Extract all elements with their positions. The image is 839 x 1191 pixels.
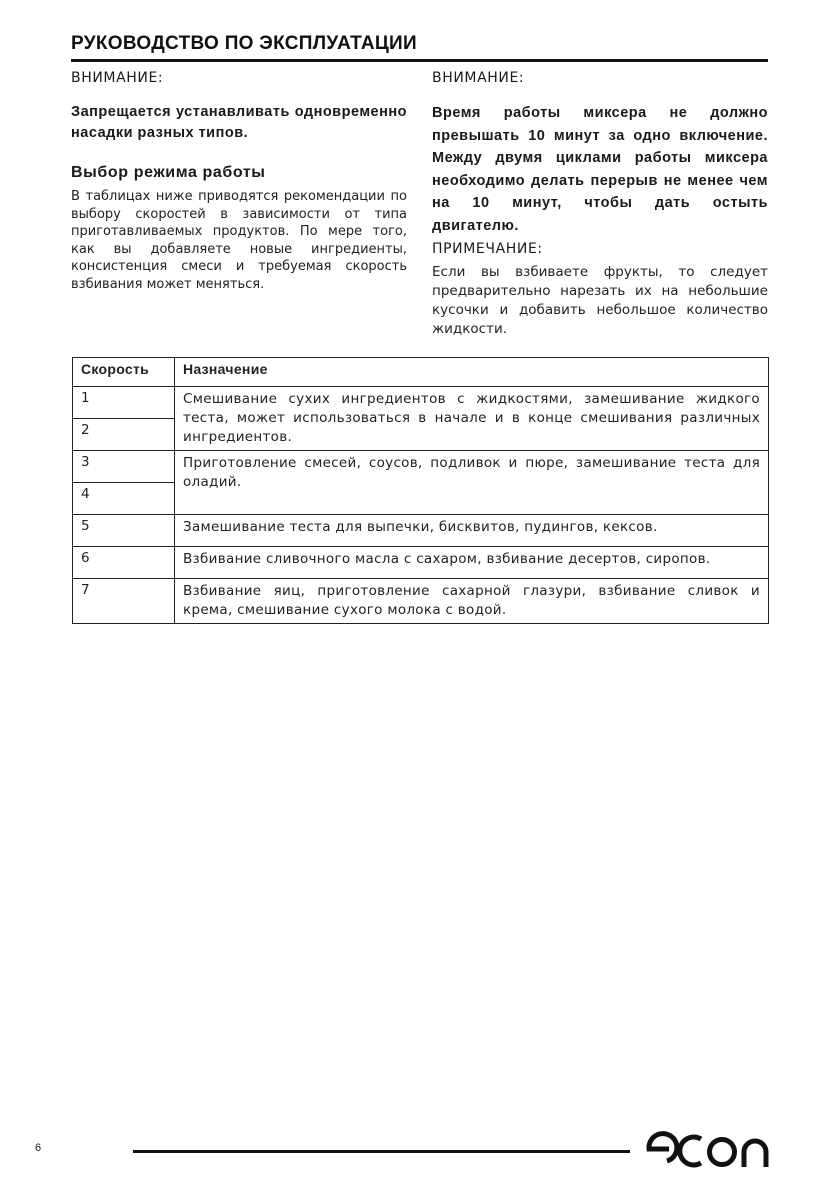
speed-cell: 6 (73, 547, 175, 579)
attention-text-right: Время работы миксера не должно превышать 10 минут за одно включение. Между двумя циклами работы миксера необходимо делать перерыв не менее чем на 10 минут, чтобы дать остыть двигателю. (432, 105, 768, 234)
section-text: В таблицах ниже приводятся рекомендации по выбору скоростей в зависимости от типа приготавливаемых продуктов. По мере того, как вы добавляете новые ингредиенты, консистенция смеси и требуемая скорость взбивания может меняться. (71, 189, 407, 292)
table-header-row (73, 358, 769, 387)
speed-cell: 1 (73, 387, 175, 419)
speed-cell: 5 (73, 515, 175, 547)
speed-cell: 7 (73, 579, 175, 624)
left-column (71, 68, 407, 293)
speed-cell: 4 (73, 483, 175, 515)
table-row (73, 387, 769, 419)
purpose-cell: Смешивание сухих ингредиентов с жидкостями, замешивание жидкого теста, может использоваться в начале и в конце смешивания различных ингредиентов. (175, 387, 769, 451)
note-label: ПРИМЕЧАНИЕ: (432, 241, 543, 257)
speed-table (72, 357, 769, 624)
table-row (73, 547, 769, 579)
section-heading: Выбор режима работы (71, 164, 266, 181)
note-text: Если вы взбиваете фрукты, то следует предварительно нарезать их на небольшие кусочки и добавить небольшое количество жидкости. (432, 264, 768, 337)
purpose-cell: Приготовление смесей, соусов, подливок и пюре, замешивание теста для оладий. (175, 451, 769, 515)
speed-cell: 3 (73, 451, 175, 483)
attention-label: ВНИМАНИЕ: (71, 70, 164, 86)
right-column (432, 68, 768, 339)
table-row (73, 579, 769, 624)
purpose-cell: Взбивание яиц, приготовление сахарной глазури, взбивание сливок и крема, смешивание сухого молока с водой. (175, 579, 769, 624)
table-row (73, 451, 769, 483)
attention-text: Запрещается устанавливать одновременно насадки разных типов. (71, 104, 407, 141)
header-speed: Скорость (73, 358, 175, 387)
attention-label-right: ВНИМАНИЕ: (432, 70, 525, 86)
speed-cell: 2 (73, 419, 175, 451)
header-purpose: Назначение (175, 358, 769, 387)
title-divider (71, 59, 768, 62)
page-title: РУКОВОДСТВО ПО ЭКСПЛУАТАЦИИ (71, 33, 417, 54)
footer-divider (133, 1150, 630, 1153)
table-row (73, 515, 769, 547)
econ-logo (643, 1127, 773, 1173)
page-number: 6 (35, 1142, 42, 1154)
purpose-cell: Замешивание теста для выпечки, бисквитов, пудингов, кексов. (175, 515, 769, 547)
purpose-cell: Взбивание сливочного масла с сахаром, взбивание десертов, сиропов. (175, 547, 769, 579)
